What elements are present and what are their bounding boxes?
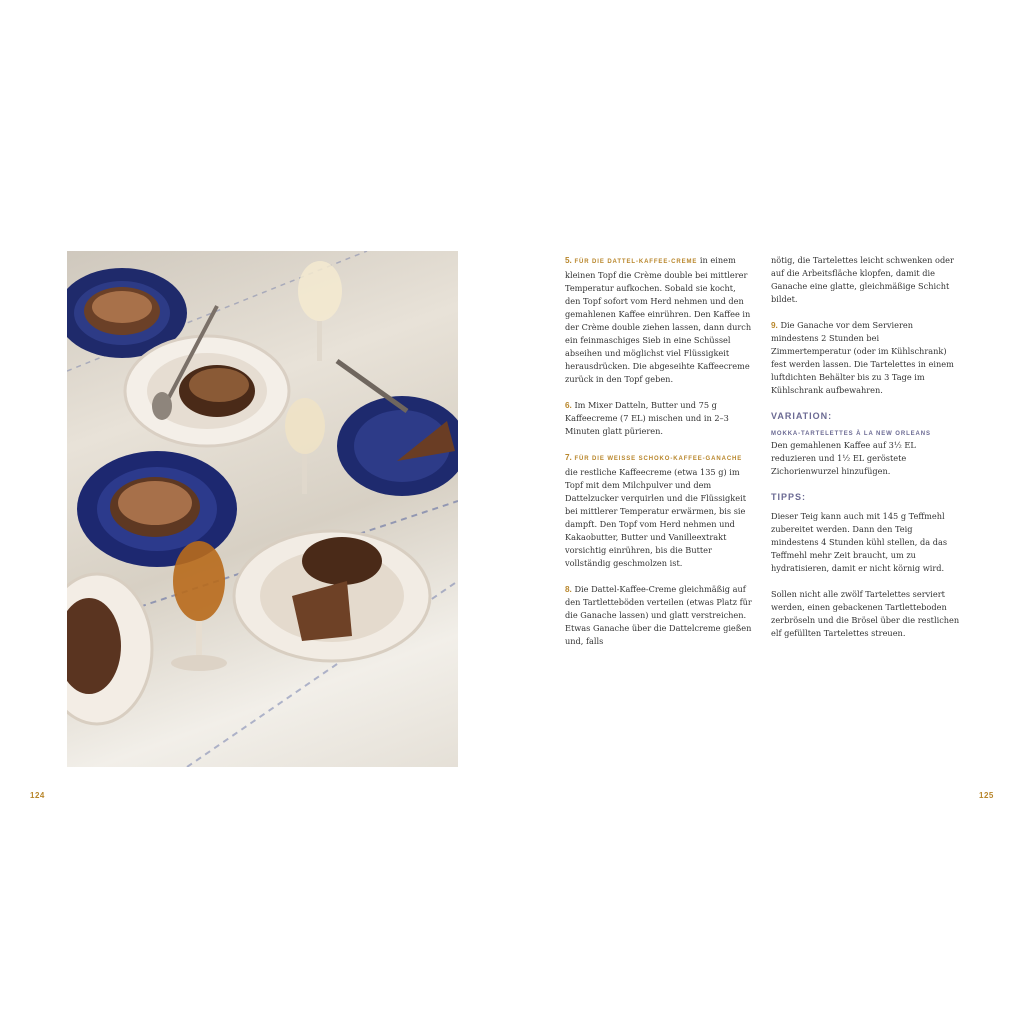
step-number: 6.	[565, 401, 572, 410]
variation-block	[771, 429, 961, 478]
variation-heading: VARIATION:	[771, 411, 833, 421]
step-8-continued: nötig, die Tartelettes leicht schwenken oder auf die Arbeitsfläche klopfen, damit die Ganache eine glatte, gleichmäßige Schicht bildet.	[771, 255, 954, 304]
page-number-left: 124	[30, 791, 45, 800]
step-8	[565, 583, 753, 648]
dessert-tartelettes-photo-icon	[67, 251, 458, 767]
step-text: in einem kleinen Topf die Crème double bei mittlerer Temperatur aufkochen. Sobald sie kocht, den Topf sofort vom Herd nehmen und den gemahlenen Kaffee einrühren. Den Kaffee in der Crème double ziehen lassen, dann durch ein feinmaschiges Sieb in eine Schüssel abseihen und möglichst viel Flüssigkeit herausdrücken. Die abgeseihte Kaffeecreme zurück in den Topf geben.	[565, 255, 752, 384]
step-label: FÜR DIE DATTEL-KAFFEE-CREME	[574, 259, 698, 265]
variation-subheading: MOKKA-TARTELETTES À LA NEW ORLEANS	[771, 431, 931, 437]
step-9	[771, 319, 961, 397]
step-label: FÜR DIE WEISSE SCHOKO-KAFFEE-GANACHE	[574, 456, 743, 462]
step-6	[565, 399, 753, 438]
recipe-column-1	[565, 254, 753, 661]
tips-heading: TIPPS:	[771, 492, 807, 502]
step-text: Die Ganache vor dem Servieren mindestens 2 Stunden bei Zimmertemperatur (oder im Kühlschrank) fest werden lassen. Die Tartelettes in einem luftdichten Behälter bis zu 3 Tage im Kühlschrank aufbewahren.	[771, 320, 954, 395]
step-text: Im Mixer Datteln, Butter und 75 g Kaffeecreme (7 EL) mischen und in 2–3 Minuten glatt pürieren.	[565, 400, 729, 436]
tip-1: Dieser Teig kann auch mit 145 g Teffmehl zubereitet werden. Dann den Teig mindestens 4 Stunden kühl stellen, da das Teffmehl mehr Zeit braucht, um zu hydratisieren, damit er nicht körnig wird.	[771, 511, 948, 573]
step-7	[565, 451, 753, 570]
step-number: 8.	[565, 585, 572, 594]
step-text: die restliche Kaffeecreme (etwa 135 g) im Topf mit dem Milchpulver und dem Dattelzucker verquirlen und die Flüssigkeit bei mittlerer Temperatur erwärmen, bis sie dampft. Den Topf vom Herd nehmen und Kakaobutter, Butter und Vanilleextrakt vorsichtig einrühren, bis die Butter vollständig geschmolzen ist.	[565, 467, 747, 568]
step-number: 5.	[565, 256, 572, 265]
dessert-photo	[67, 251, 458, 767]
step-number: 7.	[565, 453, 572, 462]
variation-text: Den gemahlenen Kaffee auf 3½ EL reduzieren und 1½ EL geröstete Zichorienwurzel hinzufügen.	[771, 440, 916, 476]
step-text: Die Dattel-Kaffee-Creme gleichmäßig auf den Tartletteböden verteilen (etwas Platz für die Ganache lassen) und glatt verstreichen. Etwas Ganache über die Dattelcreme gießen und, falls	[565, 584, 752, 646]
step-number: 9.	[771, 321, 778, 330]
step-5	[565, 254, 753, 386]
recipe-column-2	[771, 254, 961, 653]
page-number-right: 125	[979, 791, 994, 800]
tip-2: Sollen nicht alle zwölf Tartelettes serviert werden, einen gebackenen Tartletteboden zerbröseln und die Brösel über die restlichen elf gefüllten Tartelettes streuen.	[771, 589, 960, 638]
